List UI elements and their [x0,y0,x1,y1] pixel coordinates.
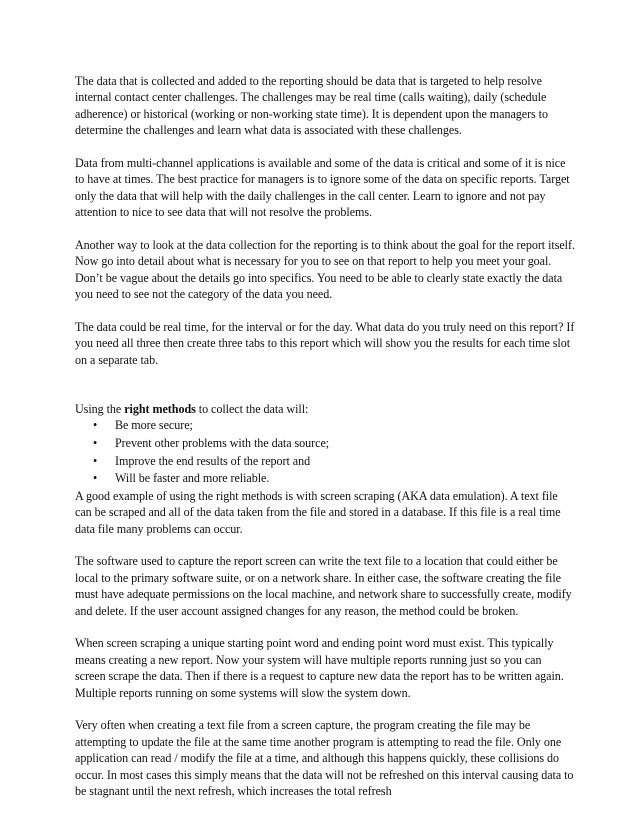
paragraph-file-collisions: Very often when creating a text file from a screen capture, the program creating the file may be attempting to update the file at the same time another program is attempting to read the file. Only one application can read / modify the file at a time, and although this happens quickly, these collisions do occur. In most cases this simply means that the data will not be refreshed on this interval causing data to be stagnant until the next refresh, which increases the total refresh [75,718,574,799]
list-item [75,435,575,451]
bullet-icon: • [93,418,98,433]
bullet-text: Prevent other problems with the data source; [115,436,330,451]
methods-intro-before: Using the [75,402,125,417]
paragraph-methods-intro [75,401,575,417]
methods-intro-bold: right methods [124,402,196,417]
bullet-text: Will be faster and more reliable. [115,471,270,486]
document-body [75,73,575,800]
paragraph-contact-center-challenges: The data that is collected and added to the reporting should be data that is targeted to help resolve internal contact center challenges. The challenges may be real time (calls waiting), daily (schedule adherence) or historical (working or non-working state time). It is dependent upon the managers to determine the challenges and learn what data is associated with these challenges. [75,74,548,138]
list-item [75,453,575,469]
methods-intro-after: to collect the data will: [195,402,309,417]
bullet-text: Improve the end results of the report and [115,453,311,468]
list-item [75,470,575,486]
paragraph-capture-software: The software used to capture the report screen can write the text file to a location that could either be local to the primary software suite, or on a network share. In either case, the software creating the file must have adequate permissions on the local machine, and network share to successfully create, modify and delete. If the user account assigned changes for any reason, the method could be broken. [75,554,572,618]
paragraph-screen-scraping-example: A good example of using the right methods is with screen scraping (AKA data emulation). A text file can be scraped and all of the data taken from the file and stored in a database. If this file is a real time data file many problems can occur. [75,488,561,536]
list-item [75,417,575,433]
blank-line [75,385,575,401]
paragraph-start-end-words: When screen scraping a unique starting point word and ending point word must exist. This typically means creating a new report. Now your system will have multiple reports running just so you can screen scrape the data. Then if there is a request to capture new data the report has to be written again. Multiple reports running on some systems will slow the system down. [75,636,564,700]
bullet-text: Be more secure; [115,418,193,433]
bullet-icon: • [93,453,98,468]
methods-bullet-list [75,417,575,486]
bullet-icon: • [93,471,98,486]
paragraph-report-goal: Another way to look at the data collection for the reporting is to think about the goal for the report itself. Now go into detail about what is necessary for you to see on that report to help you meet your goal. Don’t be vague about the details go into specifics. You need to be able to clearly state exactly the data you need to see not the category of the data you need. [75,238,575,302]
paragraph-time-slots: The data could be real time, for the interval or for the day. What data do you truly need on this report? If you need all three then create three tabs to this report which will show you the results for each time slot on a separate tab. [75,320,575,367]
paragraph-multi-channel-data: Data from multi-channel applications is available and some of the data is critical and some of it is nice to have at times. The best practice for managers is to ignore some of the data on specific reports. Target only the data that will help with the daily challenges in the call center. Learn to ignore and not pay attention to nice to see data that will not resolve the problems. [75,156,570,220]
bullet-icon: • [93,436,98,451]
